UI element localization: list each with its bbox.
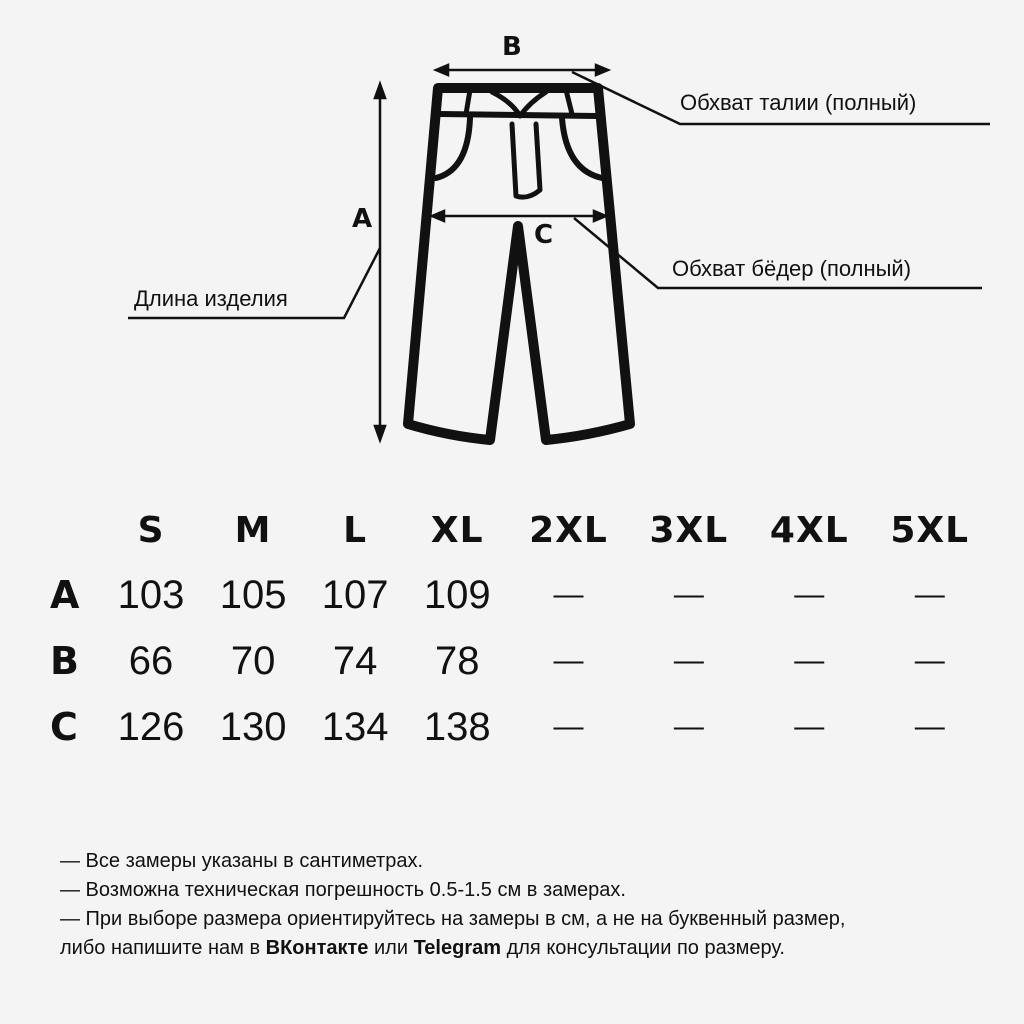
corner-cell (50, 498, 100, 562)
size-header: 5XL (890, 509, 970, 551)
table-cell: — (553, 710, 584, 743)
size-header: 4XL (769, 509, 849, 551)
size-header: 3XL (649, 509, 729, 551)
measure-letter-a: A (352, 204, 373, 234)
hips-label: Обхват бёдер (полный) (672, 256, 912, 281)
measure-lines (128, 65, 990, 440)
note-line: — При выборе размера ориентируйтесь на замеры в см, а не на буквенный размер, (60, 908, 846, 930)
table-cell: — (673, 710, 704, 743)
hip-arrow-left (432, 211, 444, 221)
note-text: для консультации по размеру. (501, 937, 785, 959)
table-cell: 126 (117, 704, 185, 749)
length-label: Длина изделия (134, 286, 288, 311)
table-cell: — (914, 710, 945, 743)
belt-loop-right (566, 90, 572, 114)
note-text: либо напишите нам в (60, 937, 266, 959)
vk-link-text: ВКонтакте (265, 937, 369, 959)
row-label: B (50, 639, 79, 683)
table-cell: — (673, 644, 704, 677)
fly-line (512, 124, 540, 197)
hip-arrow-right (594, 211, 606, 221)
note-line: — Возможна техническая погрешность 0.5-1.5 см в замерах. (60, 879, 626, 901)
size-header: M (234, 509, 272, 551)
length-arrow-bottom (375, 426, 385, 440)
row-label: C (50, 705, 78, 749)
table-cell: 74 (332, 638, 378, 683)
size-header: XL (430, 509, 484, 551)
waist-label: Обхват талии (полный) (680, 90, 917, 115)
size-header: S (137, 509, 165, 551)
size-header: 2XL (529, 509, 608, 551)
table-cell: — (914, 644, 945, 677)
pants-measurement-diagram (0, 0, 1024, 470)
size-table (50, 498, 990, 760)
belt-loop-left (466, 90, 470, 114)
table-cell: — (553, 578, 584, 611)
table-cell: — (673, 578, 704, 611)
table-cell: — (794, 710, 825, 743)
table-row (50, 628, 990, 694)
table-cell: 103 (117, 572, 185, 617)
waist-arrow-left (436, 65, 448, 75)
table-cell: 130 (219, 704, 287, 749)
table-cell: 134 (321, 704, 389, 749)
measure-letter-c: C (534, 220, 554, 250)
table-cell: 70 (230, 638, 276, 683)
table-cell: 105 (219, 572, 287, 617)
table-cell: 107 (321, 572, 389, 617)
notes (60, 847, 1000, 963)
size-header-row (50, 498, 990, 562)
table-row (50, 694, 990, 760)
table-row (50, 562, 990, 628)
table-cell: — (553, 644, 584, 677)
measure-letter-b: B (502, 32, 522, 62)
pocket-right (562, 118, 602, 178)
size-header: L (343, 509, 368, 551)
table-cell: 138 (423, 704, 491, 749)
row-label: A (50, 573, 80, 617)
note-text: или (368, 937, 414, 959)
waist-arrow-right (596, 65, 608, 75)
table-cell: — (914, 578, 945, 611)
table-cell: 109 (423, 572, 491, 617)
pocket-left (436, 118, 470, 178)
note-line (60, 934, 1000, 963)
table-cell: — (794, 578, 825, 611)
table-cell: 66 (128, 638, 174, 683)
pants-illustration (408, 88, 630, 440)
note-line: — Все замеры указаны в сантиметрах. (60, 850, 424, 872)
table-cell: 78 (434, 638, 480, 683)
pants-outline (408, 88, 630, 440)
table-cell: — (794, 644, 825, 677)
length-arrow-top (375, 84, 385, 98)
telegram-link-text: Telegram (413, 937, 502, 959)
